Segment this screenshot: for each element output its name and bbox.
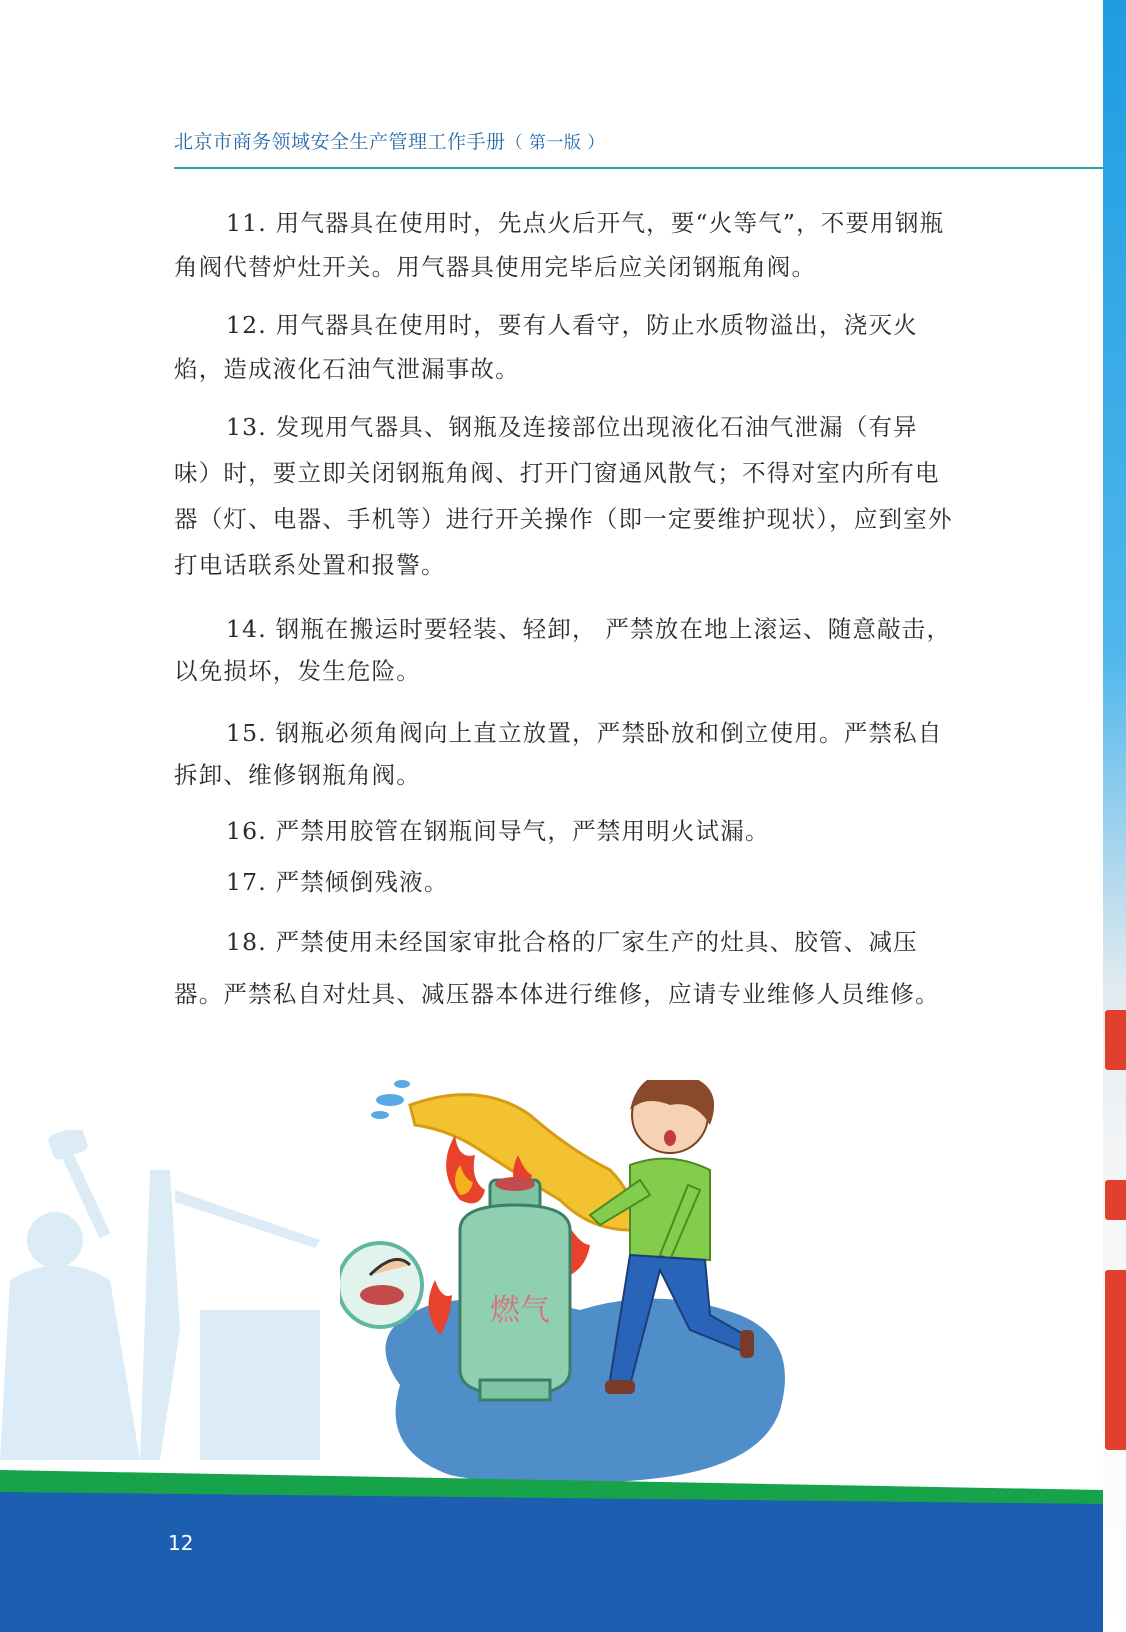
worker-silhouette-decoration xyxy=(0,1130,330,1460)
stove-inset xyxy=(340,1243,422,1327)
header-edition: （ 第一版 ） xyxy=(505,133,605,153)
gas-safety-illustration xyxy=(340,1080,850,1500)
header-title-text: 北京市商务领域安全生产管理工作手册 xyxy=(174,131,506,153)
list-item: 13. 发现用气器具、钢瓶及连接部位出现液化石油气泄漏（有异味）时，要立即关闭钢瓶角阀、打开门窗通风散气；不得对室内所有电器（灯、电器、手机等）进行开关操作（即一定要维护现状），应到室外打电话联系处置和报警。 xyxy=(174,413,953,579)
right-edge-decoration xyxy=(1103,0,1126,1632)
list-item: 18. 严禁使用未经国家审批合格的厂家生产的灶具、胶管、减压器。严禁私自对灶具、减压器本体进行维修，应请专业维修人员维修。 xyxy=(174,928,940,1008)
cylinder-label: 燃气 xyxy=(490,1293,550,1328)
list-item: 14. 钢瓶在搬运时要轻装、轻卸， 严禁放在地上滚运、随意敲击，以免损坏，发生危险。 xyxy=(174,615,952,685)
list-item: 11. 用气器具在使用时，先点火后开气，要“火等气”，不要用钢瓶角阀代替炉灶开关。用气器具使用完毕后应关闭钢瓶角阀。 xyxy=(174,209,945,281)
header-title xyxy=(174,127,605,154)
list-item: 17. 严禁倾倒残液。 xyxy=(226,868,449,896)
list-item: 15. 钢瓶必须角阀向上直立放置，严禁卧放和倒立使用。严禁私自拆卸、维修钢瓶角阀。 xyxy=(174,719,943,789)
red-flag-decoration xyxy=(1105,1010,1126,1070)
water-splash xyxy=(371,1080,410,1119)
list-item: 12. 用气器具在使用时，要有人看守，防止水质物溢出，浇灭火焰，造成液化石油气泄漏事故。 xyxy=(174,311,918,383)
red-flag-decoration xyxy=(1105,1180,1126,1220)
footer-band xyxy=(0,1470,1103,1632)
gas-cylinder xyxy=(460,1177,570,1400)
page-header xyxy=(174,127,1103,169)
list-item: 16. 严禁用胶管在钢瓶间导气，严禁用明火试漏。 xyxy=(226,817,770,845)
page-number: 12 xyxy=(168,1531,194,1555)
red-flag-decoration xyxy=(1105,1270,1126,1450)
